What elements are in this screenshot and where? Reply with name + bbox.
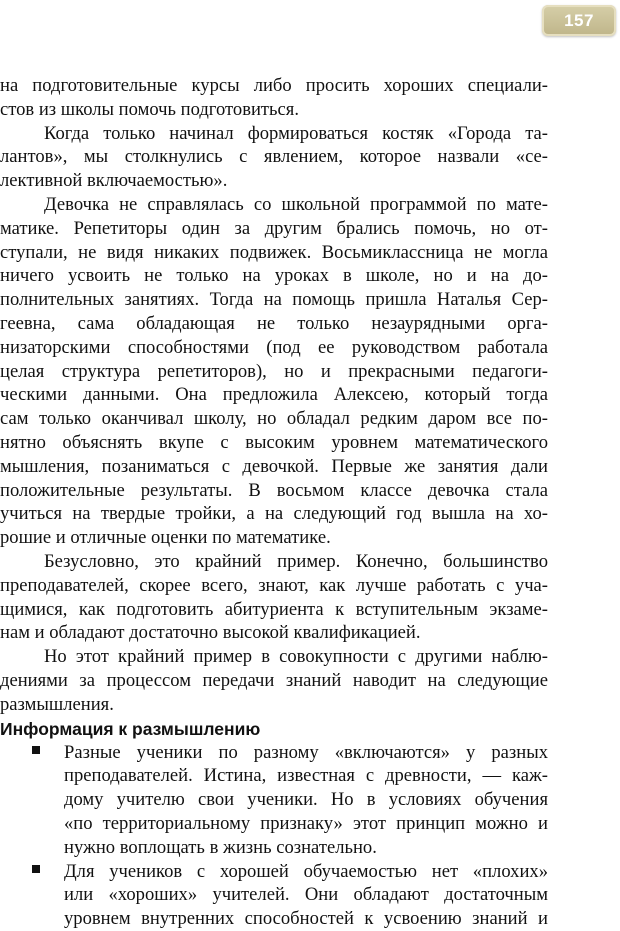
- text-line: геевна, сама обладающая не только незаурядными орга-: [0, 312, 548, 334]
- text-line: целая структура репетиторов), но и прекрасными педагоги-: [0, 360, 548, 382]
- paragraph: [0, 122, 548, 193]
- text-line: учиться на твердые тройки, а на следующий год вышла на хо-: [0, 503, 548, 525]
- text-line: «по территориальному признаку» этот принцип можно и: [64, 812, 548, 834]
- text-line: рошие и отличные оценки по математике.: [0, 527, 331, 549]
- text-line: Но этот крайний пример в совокупности с другими наблю-: [44, 646, 548, 668]
- text-line: нам и обладают достаточно высокой квалификацией.: [0, 622, 421, 644]
- text-line: дениями за процессом передачи знаний наводит на следующие: [0, 669, 548, 691]
- text-line: уровнем внутренних способностей к усвоению знаний и: [64, 908, 548, 930]
- text-line: Когда только начинал формироваться костяк «Города та-: [44, 122, 548, 144]
- text-line: лективной включаемостью».: [0, 170, 228, 192]
- text-line: положительные результаты. В восьмом классе девочка стала: [0, 479, 548, 501]
- square-bullet-icon: [32, 865, 40, 873]
- text-line: преподавателей. Истина, известная с древности, — каж-: [64, 765, 548, 787]
- text-line: полнительных занятиях. Тогда на помощь пришла Наталья Сер-: [0, 289, 548, 311]
- text-line: Безусловно, это крайний пример. Конечно, большинство: [44, 550, 548, 572]
- text-line: стов из школы помочь подготовиться.: [0, 98, 299, 120]
- paragraph: [0, 74, 548, 122]
- text-line: матике. Репетиторы один за другим брались помочь, но от-: [0, 217, 548, 239]
- text-line: нужно воплощать в жизнь сознательно.: [64, 836, 377, 858]
- section-heading: Информация к размышлению: [0, 718, 261, 739]
- text-line: на подготовительные курсы либо просить хороших специали-: [0, 75, 548, 96]
- text-line: низаторскими способностями (под ее руководством работала: [0, 336, 548, 358]
- text-line: преподавателей, скорее всего, знают, как лучше работать с уча-: [0, 574, 548, 596]
- text-line: Разные ученики по разному «включаются» у разных: [64, 741, 548, 763]
- text-line: или «хороших» учителей. Они обладают достаточным: [64, 884, 548, 906]
- square-bullet-icon: [32, 746, 40, 754]
- text-line: дому учителю свои ученики. Но в условиях обучения: [64, 789, 548, 811]
- text-line: сам только оканчивал школу, но обладал редким даром все по-: [0, 408, 548, 430]
- text-line: нятно объяснять вкупе с высоким уровнем математического: [0, 431, 548, 453]
- paragraph: [0, 550, 548, 645]
- page-body: [0, 74, 548, 931]
- text-line: Для учеников с хорошей обучаемостью нет «плохих»: [64, 860, 548, 882]
- text-line: ничего усвоить не только на уроках в школе, но и на до-: [0, 265, 548, 287]
- text-line: лантов», мы столкнулись с явлением, которое назвали «се-: [0, 146, 548, 168]
- paragraph: [0, 645, 548, 716]
- text-line: размышления.: [0, 693, 114, 715]
- bullet-list-item: [0, 860, 548, 931]
- text-line: щимися, как подготовить абитуриента к вступительным экзаме-: [0, 598, 548, 620]
- text-line: ческими данными. Она предложила Алексею, который тогда: [0, 384, 548, 406]
- text-line: Девочка не справлялась со школьной программой по мате-: [44, 193, 548, 215]
- text-line: ступали, не видя никаких подвижек. Восьмиклассница не могла: [0, 241, 548, 263]
- paragraph: [0, 193, 548, 550]
- bullet-list-item: [0, 741, 548, 860]
- text-line: мышления, позаниматься с девочкой. Первые же занятия дали: [0, 455, 548, 477]
- page-number-badge: 157: [542, 5, 616, 36]
